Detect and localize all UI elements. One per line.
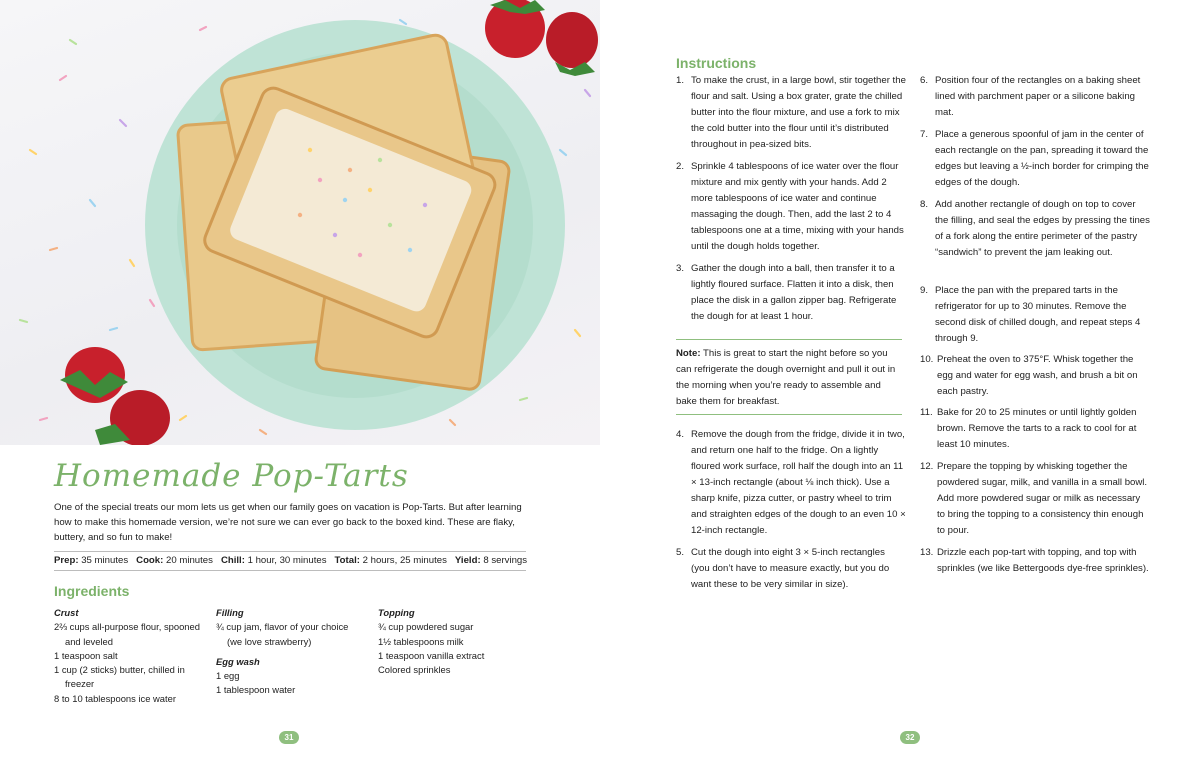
instruction-step [676, 159, 906, 255]
pop-tarts-illustration [0, 0, 600, 445]
strawberries-bottom [60, 347, 170, 445]
step-text: Cut the dough into eight 3 × 5-inch rectangles (you don’t have to measure exactly, but you do want these to be very similar in size). [691, 547, 890, 590]
yield-label: Yield: [454, 555, 481, 566]
step-number: 12. [920, 461, 934, 472]
step-text: Remove the dough from the fridge, divide it in two, and return one half to the fridge. On a lightly floured work surface, roll half the dough into an 11 × 13-inch rectangle (about ⅛ inch thick). Use a sharp knife, pizza cutter, or pastry wheel to trim and straighten edges of the dough to an even 10 × 12-inch rectangle. [691, 429, 906, 536]
egg-wash-label: Egg wash [216, 655, 260, 667]
step-number: 7. [920, 129, 929, 140]
step-text: Place the pan with the prepared tarts in the refrigerator for up to 30 minutes. Remove the second disk of chilled dough, and repeat steps 4 through 9. [935, 285, 1141, 344]
note-rule-top [676, 339, 902, 340]
ingredient-item: 1 tablespoon water [216, 684, 296, 696]
step-number: 8. [920, 199, 929, 210]
instructions-heading: Instructions [676, 55, 757, 71]
page-number-left: 31 [279, 731, 299, 744]
right-page [600, 0, 1200, 771]
step-number: 2. [676, 161, 685, 172]
ingredients-topping [378, 606, 528, 677]
note-text: This is great to start the night before so you can refrigerate the dough overnight and pull it out in the morning when you’re ready to assemble and bake them for breakfast. [676, 348, 896, 407]
step-number: 10. [920, 354, 934, 365]
step-number: 11. [920, 407, 933, 418]
ingredient-item: ¾ cup powdered sugar [378, 621, 474, 633]
step-number: 13. [920, 547, 934, 558]
step-number: 1. [676, 75, 685, 86]
step-text: Add another rectangle of dough on top to cover the filling, and seal the edges by pressing the tines of a fork along the entire perimeter of the pastry “sandwich” to prevent the jam leaking out. [935, 199, 1150, 258]
step-text: Drizzle each pop-tart with topping, and top with sprinkles (we like Bettergoods dye-free sprinkles). [937, 547, 1149, 574]
total-label: Total: [334, 555, 360, 566]
step-text: Place a generous spoonful of jam in the center of each rectangle on the pan, spreading it toward the edges but leaving a ½-inch border for crimping the edges of the dough. [935, 129, 1149, 188]
ingredient-item: 8 to 10 tablespoons ice water [54, 692, 176, 704]
instruction-step [920, 197, 1150, 261]
instruction-step [920, 127, 1150, 191]
filling-label: Filling [216, 607, 244, 618]
instruction-step [676, 545, 906, 593]
topping-label: Topping [378, 607, 415, 618]
chill-label: Chill: [220, 555, 245, 566]
yield-value: 8 servings [483, 555, 528, 566]
instruction-step [676, 73, 906, 153]
step-text: Preheat the oven to 375°F. Whisk together the egg and water for egg wash, and brush a bit on each pastry. [937, 354, 1138, 397]
ingredients-crust [54, 606, 204, 706]
cook-value: 20 minutes [166, 555, 213, 566]
instruction-step [920, 545, 1150, 577]
step-text: Gather the dough into a ball, then transfer it to a lightly floured surface. Flatten it into a disk, then place the disk in a gallon zipper bag. Refrigerate the dough for at least 1 hour. [691, 263, 897, 322]
cook-label: Cook: [136, 555, 164, 566]
page-number-right: 32 [900, 731, 920, 744]
step-text: Prepare the topping by whisking together the powdered sugar, milk, and vanilla in a small bowl. Add more powdered sugar or milk as necessary to bring the topping to a consistency thin enough to pour. [937, 461, 1148, 536]
ingredient-item: 1 teaspoon vanilla extract [378, 649, 485, 661]
recipe-times-bar [54, 551, 526, 571]
prep-label: Prep: [54, 555, 79, 566]
ingredient-item: 1 teaspoon salt [54, 649, 118, 661]
ingredients-heading: Ingredients [54, 583, 130, 599]
note-rule-bottom [676, 414, 902, 415]
recipe-title: Homemade Pop-Tarts [54, 458, 409, 494]
step-number: 6. [920, 75, 929, 86]
step-text: To make the crust, in a large bowl, stir together the flour and salt. Using a box grater, grate the chilled butter into the flour mixture, and use a fork to mix the cold butter into the flour until it’s distributed throughout in pea-sized bits. [691, 75, 906, 150]
ingredient-item: 1 egg [216, 670, 240, 682]
step-text: Position four of the rectangles on a baking sheet lined with parchment paper or a silicone baking mat. [935, 75, 1141, 118]
instruction-step [920, 283, 1150, 347]
step-number: 5. [676, 547, 685, 558]
instruction-step [920, 352, 1150, 400]
total-value: 2 hours, 25 minutes [362, 555, 447, 566]
ingredient-item: 1½ tablespoons milk [378, 635, 464, 647]
instruction-step [920, 73, 1150, 121]
crust-label: Crust [54, 607, 79, 618]
note-label: Note: [676, 348, 701, 359]
instruction-step [920, 459, 1150, 539]
recipe-photo [0, 0, 600, 445]
instruction-step [676, 427, 906, 539]
ingredient-item: 1 cup (2 sticks) butter, chilled in freezer [54, 664, 185, 690]
instruction-step [920, 405, 1150, 453]
prep-value: 35 minutes [81, 555, 129, 566]
recipe-intro: One of the special treats our mom lets us get when our family goes on vacation is Pop-Tarts. But after learning how to make this homemade version, we’re not sure we can ever go back to the boxed kind. These are flaky, buttery, and so fun to make! [54, 502, 522, 543]
ingredient-item: 2⅔ cups all-purpose flour, spooned and leveled [54, 621, 200, 647]
step-number: 4. [676, 429, 685, 440]
step-text: Bake for 20 to 25 minutes or until lightly golden brown. Remove the tarts to a rack to cool for at least 10 minutes. [937, 407, 1137, 450]
ingredients-filling-eggwash [216, 606, 366, 698]
ingredient-item: Colored sprinkles [378, 664, 451, 676]
note-box [676, 346, 904, 410]
chill-value: 1 hour, 30 minutes [247, 555, 327, 566]
step-number: 9. [920, 285, 929, 296]
ingredient-item: ¾ cup jam, flavor of your choice (we love strawberry) [216, 621, 349, 647]
instruction-step [676, 261, 906, 325]
strawberries-top [485, 0, 598, 76]
step-number: 3. [676, 263, 685, 274]
step-text: Sprinkle 4 tablespoons of ice water over the flour mixture and mix gently with your hands. Add 2 more tablespoons of ice water and continue massaging the dough. Then, add the last 2 to 4 tablespoons one at a time, mixing with your hands until the dough holds together. [691, 161, 904, 252]
